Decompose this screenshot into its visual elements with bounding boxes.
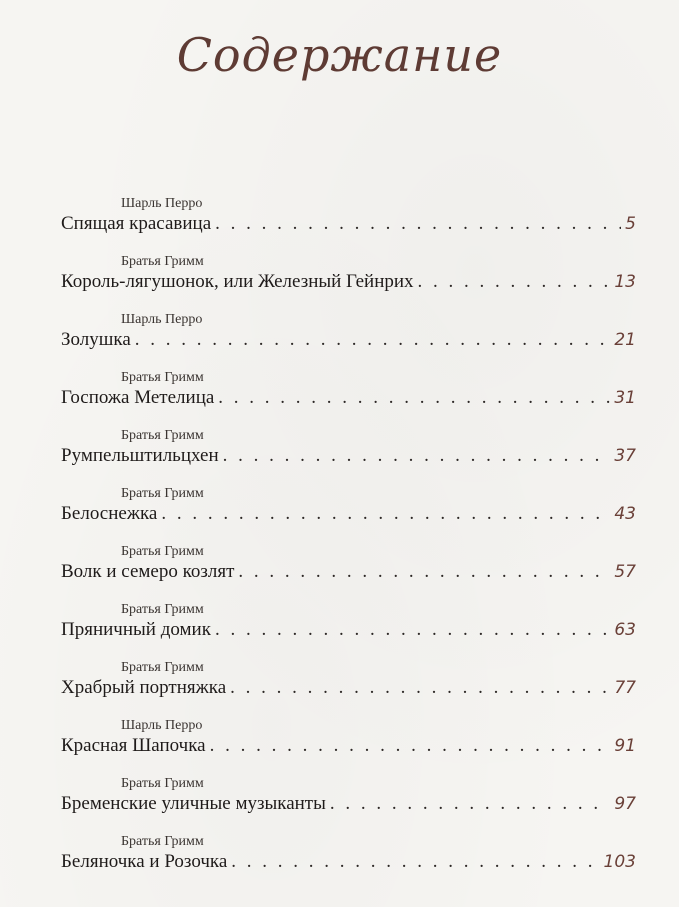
toc-line	[61, 445, 636, 467]
dot-leader	[135, 329, 611, 351]
toc-title: Бременские уличные музыканты	[61, 793, 326, 814]
toc-author: Братья Гримм	[121, 544, 204, 559]
toc-line	[61, 619, 636, 641]
page-title: Содержание	[176, 28, 503, 82]
toc-title: Госпожа Метелица	[61, 387, 215, 408]
toc-line	[61, 329, 636, 351]
toc-entry[interactable]	[61, 544, 636, 602]
toc-page-number: 63	[614, 620, 636, 640]
toc-entry[interactable]	[61, 602, 636, 660]
dot-leader	[215, 619, 610, 641]
toc-line	[61, 793, 636, 815]
toc-page-number: 103	[603, 852, 636, 872]
toc-entry[interactable]	[61, 718, 636, 776]
toc-title: Красная Шапочка	[61, 735, 206, 756]
toc-line	[61, 677, 636, 699]
toc-author: Братья Гримм	[121, 428, 204, 443]
toc-author: Шарль Перро	[121, 312, 203, 327]
toc-line	[61, 735, 636, 757]
toc-line	[61, 851, 636, 873]
dot-leader	[330, 793, 610, 815]
toc-page-number: 13	[614, 272, 636, 292]
toc-line	[61, 271, 636, 293]
toc-title: Храбрый портняжка	[61, 677, 227, 698]
toc-title: Беляночка и Розочка	[61, 851, 228, 872]
toc-entry[interactable]	[61, 370, 636, 428]
toc-page-number: 97	[614, 794, 636, 814]
dot-leader	[218, 387, 610, 409]
toc-entry[interactable]	[61, 254, 636, 312]
toc-line	[61, 561, 636, 583]
dot-leader	[231, 851, 599, 873]
toc-author: Братья Гримм	[121, 776, 204, 791]
toc-page-number: 31	[614, 388, 636, 408]
dot-leader	[161, 503, 610, 525]
dot-leader	[223, 445, 611, 467]
toc-page-number: 5	[625, 214, 636, 234]
toc-author: Шарль Перро	[121, 718, 203, 733]
toc-line	[61, 503, 636, 525]
toc-entry[interactable]	[61, 486, 636, 544]
dot-leader	[215, 213, 621, 235]
toc-title: Румпельштильцхен	[61, 445, 219, 466]
toc-entry[interactable]	[61, 776, 636, 834]
toc-author: Братья Гримм	[121, 370, 204, 385]
toc-page-number: 21	[614, 330, 636, 350]
toc-author: Братья Гримм	[121, 834, 204, 849]
toc-page-number: 77	[614, 678, 636, 698]
toc-page-number: 91	[614, 736, 636, 756]
toc-title: Король-лягушонок, или Железный Гейнрих	[61, 271, 414, 292]
toc-title: Пряничный домик	[61, 619, 211, 640]
dot-leader	[238, 561, 610, 583]
toc-page-number: 57	[614, 562, 636, 582]
toc-author: Шарль Перро	[121, 196, 203, 211]
toc-entry[interactable]	[61, 834, 636, 892]
toc-title: Волк и семеро козлят	[61, 561, 235, 582]
dot-leader	[418, 271, 611, 293]
toc-author: Братья Гримм	[121, 660, 204, 675]
toc-entry[interactable]	[61, 312, 636, 370]
toc-author: Братья Гримм	[121, 602, 204, 617]
dot-leader	[230, 677, 610, 699]
table-of-contents	[61, 196, 636, 892]
toc-entry[interactable]	[61, 660, 636, 718]
toc-entry[interactable]	[61, 196, 636, 254]
toc-title: Спящая красавица	[61, 213, 212, 234]
dot-leader	[210, 735, 611, 757]
toc-page-number: 43	[614, 504, 636, 524]
toc-page-number: 37	[614, 446, 636, 466]
toc-author: Братья Гримм	[121, 486, 204, 501]
toc-line	[61, 387, 636, 409]
toc-title: Белоснежка	[61, 503, 158, 524]
toc-author: Братья Гримм	[121, 254, 204, 269]
toc-entry[interactable]	[61, 428, 636, 486]
toc-line	[61, 213, 636, 235]
toc-title: Золушка	[61, 329, 131, 350]
